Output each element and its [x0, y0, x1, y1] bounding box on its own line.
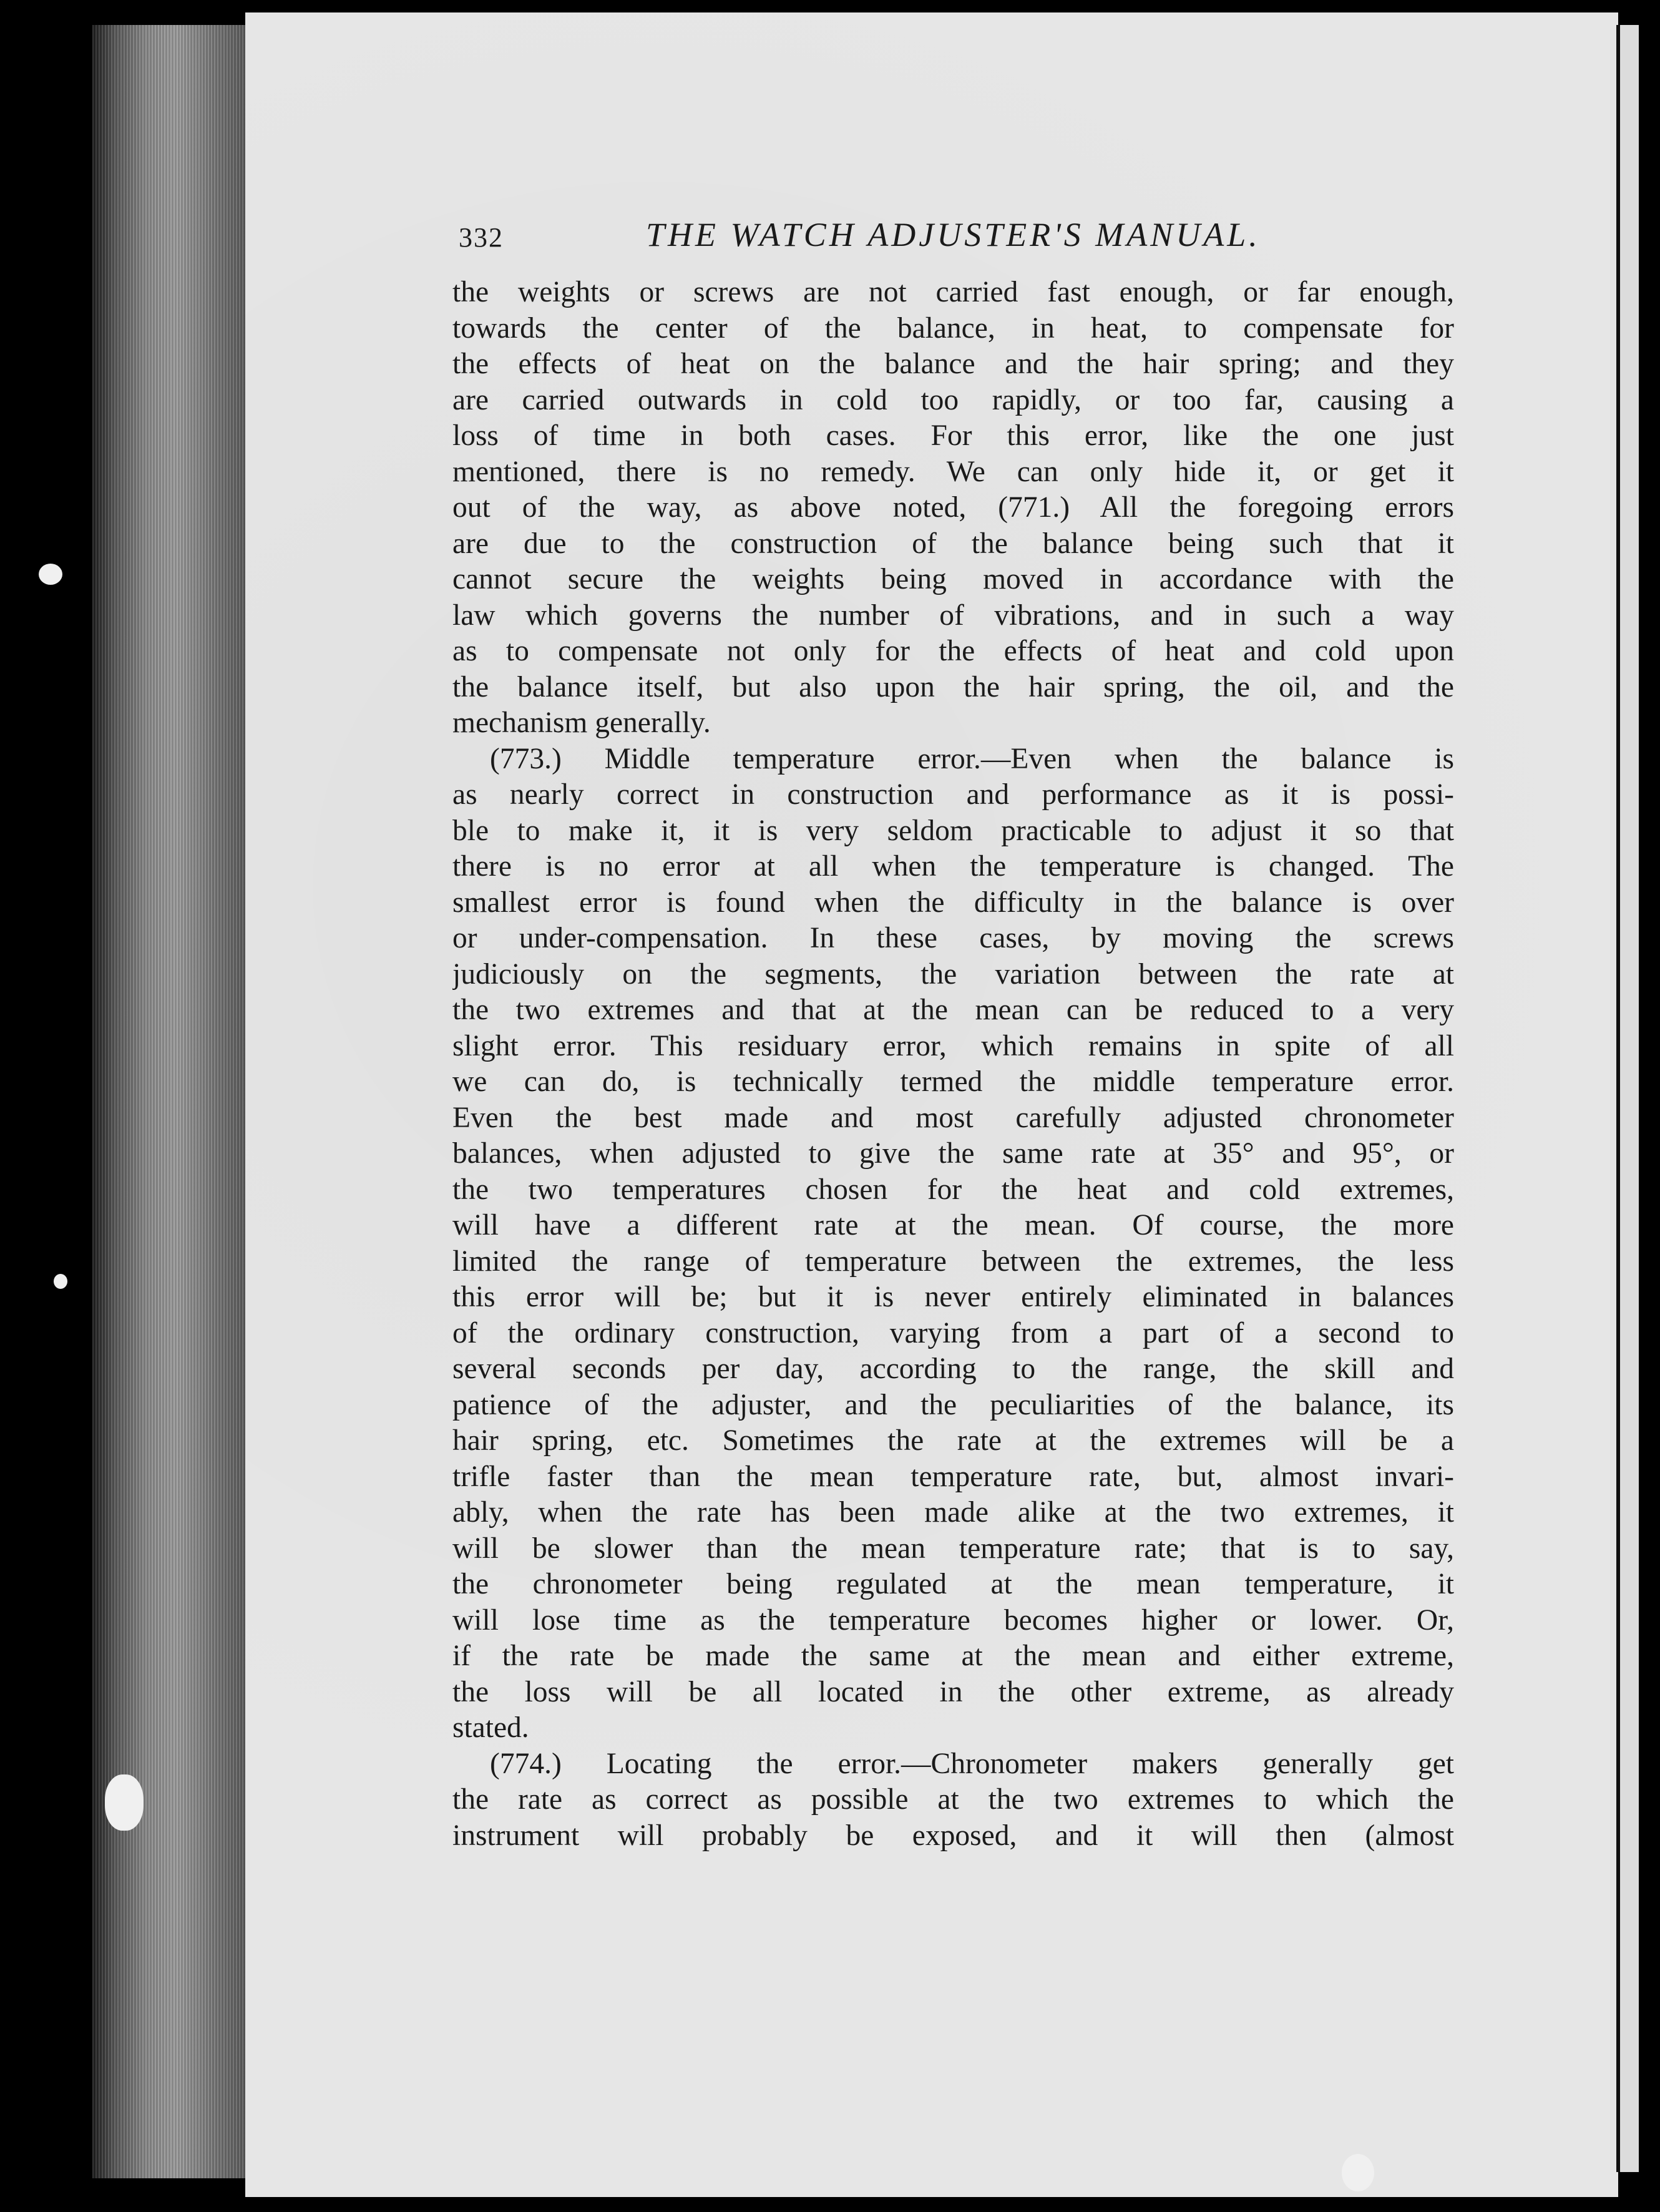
text-line: will be slower than the mean temperature rate; that is to say, [452, 1532, 1454, 1565]
text-line: Even the best made and most carefully adjusted chronometer [452, 1101, 1454, 1134]
text-line: this error will be; but it is never entirely eliminated in balances [452, 1281, 1454, 1313]
text-line: will have a different rate at the mean. Of course, the more [452, 1209, 1454, 1241]
body-text [452, 275, 1454, 1854]
text-line: of the ordinary construction, varying from a part of a second to [452, 1316, 1454, 1349]
text-line: as to compensate not only for the effects of heat and cold upon [452, 635, 1454, 667]
text-line: cannot secure the weights being moved in accordance with the [452, 563, 1454, 595]
text-line: trifle faster than the mean temperature rate, but, almost invari- [452, 1460, 1454, 1493]
paragraph-end-line: stated. [452, 1711, 529, 1744]
book-page-edges [92, 25, 245, 2178]
page-number: 332 [459, 222, 504, 253]
dust-speck [54, 1274, 67, 1289]
text-line: several seconds per day, according to the range, the skill and [452, 1353, 1454, 1385]
text-line: patience of the adjuster, and the peculiarities of the balance, its [452, 1388, 1454, 1421]
text-line: ble to make it, it is very seldom practicable to adjust it so that [452, 814, 1454, 847]
text-line: loss of time in both cases. For this error, like the one just [452, 419, 1454, 452]
text-line: slight error. This residuary error, which remains in spite of all [452, 1029, 1454, 1062]
text-line: the loss will be all located in the other extreme, as already [452, 1675, 1454, 1708]
text-line: the rate as correct as possible at the two extremes to which the [452, 1783, 1454, 1816]
section-773-heading-line: (773.) Middle temperature error.—Even when the balance is [490, 742, 1454, 775]
text-line: limited the range of temperature between the extremes, the less [452, 1245, 1454, 1278]
text-line: are carried outwards in cold too rapidly, or too far, causing a [452, 383, 1454, 416]
text-line: the balance itself, but also upon the hair spring, the oil, and the [452, 670, 1454, 703]
text-line: the weights or screws are not carried fast enough, or far enough, [452, 276, 1454, 308]
section-774-heading-line: (774.) Locating the error.—Chronometer makers generally get [490, 1747, 1454, 1780]
text-line: there is no error at all when the temperature is changed. The [452, 850, 1454, 883]
dust-speck [39, 564, 62, 585]
text-line: the two temperatures chosen for the heat and cold extremes, [452, 1173, 1454, 1206]
text-line: the chronometer being regulated at the mean temperature, it [452, 1568, 1454, 1600]
text-line: out of the way, as above noted, (771.) All the foregoing errors [452, 491, 1454, 524]
text-line: smallest error is found when the difficulty in the balance is over [452, 886, 1454, 919]
text-line: towards the center of the balance, in heat, to compensate for [452, 311, 1454, 345]
text-line: will lose time as the temperature becomes higher or lower. Or, [452, 1603, 1454, 1637]
text-line: balances, when adjusted to give the same rate at 35° and 95°, or [452, 1137, 1454, 1170]
text-line: we can do, is technically termed the middle temperature error. [452, 1065, 1454, 1098]
running-title: THE WATCH ADJUSTER'S MANUAL. [646, 216, 1261, 253]
page-header [459, 215, 1551, 278]
text-line: if the rate be made the same at the mean and either extreme, [452, 1640, 1454, 1672]
paragraph-end-line: mechanism generally. [452, 707, 711, 739]
dust-speck [1342, 2154, 1374, 2191]
text-line: as nearly correct in construction and performance as it is possi- [452, 778, 1454, 811]
text-line: mentioned, there is no remedy. We can only hide it, or get it [452, 455, 1454, 488]
text-line: hair spring, etc. Sometimes the rate at the extremes will be a [452, 1424, 1454, 1457]
facing-page-edge [1616, 25, 1639, 2172]
text-line: law which governs the number of vibrations, and in such a way [452, 599, 1454, 632]
text-line: the effects of heat on the balance and the hair spring; and they [452, 348, 1454, 380]
text-line: judiciously on the segments, the variation between the rate at [452, 957, 1454, 991]
text-line: ably, when the rate has been made alike at the two extremes, it [452, 1496, 1454, 1529]
text-line: the two extremes and that at the mean can be reduced to a very [452, 994, 1454, 1026]
text-line: instrument will probably be exposed, and it will then (almost [452, 1819, 1454, 1852]
dust-speck [105, 1774, 144, 1831]
text-line: are due to the construction of the balance being such that it [452, 527, 1454, 560]
text-line: or under-compensation. In these cases, by moving the screws [452, 922, 1454, 954]
